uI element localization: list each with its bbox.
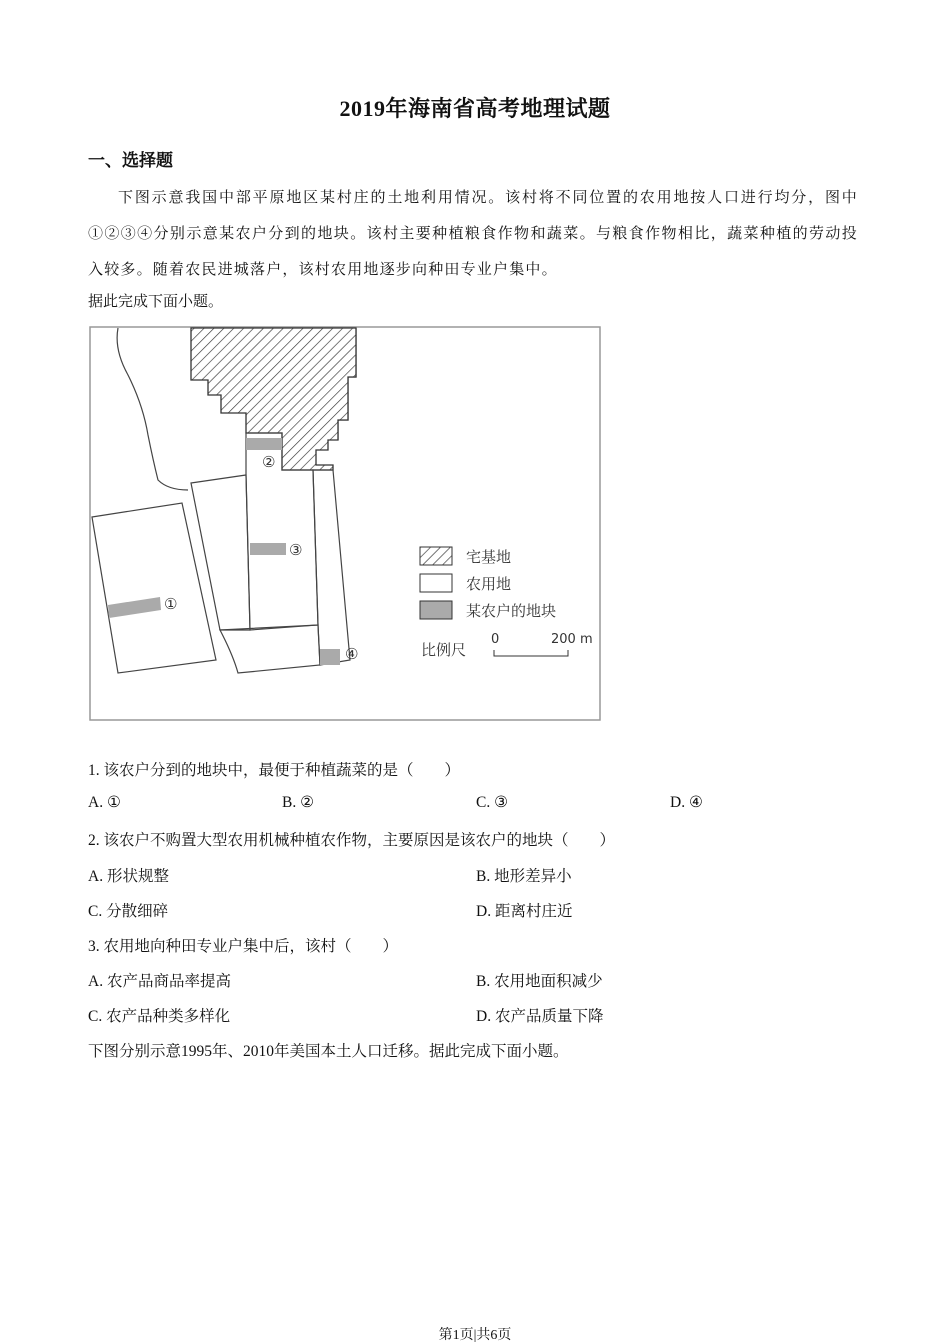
question-2-option-b[interactable]: B. 地形差异小 (476, 868, 572, 885)
land-use-map-svg (88, 325, 602, 722)
plot-label-3: ③ (289, 541, 303, 559)
plot-label-1: ① (164, 595, 178, 613)
intro-text: 下图示意我国中部平原地区某村庄的土地利用情况。该村将不同位置的农用地按人口进行均分，图中①②③④分别示意某农户分到的地块。该村主要种植粮食作物和蔬菜。与粮食作物相比，蔬菜种植的劳动投入较多。随着农民进城落户，该村农用地逐步向种田专业户集中。 (88, 190, 858, 278)
scale-label: 比例尺 (421, 641, 467, 659)
question-1-option-a[interactable]: A. ① (88, 794, 121, 811)
legend-plot-swatch (420, 601, 452, 619)
question-3-option-d[interactable]: D. 农产品质量下降 (476, 1008, 604, 1025)
legend-farmland-label: 农用地 (466, 575, 512, 593)
question-2-stem: 2. 该农户不购置大型农用机械种植农作物，主要原因是该农户的地块（ ） (88, 832, 616, 849)
household-plot-3 (250, 543, 286, 555)
instruction-text: 据此完成下面小题。 (88, 294, 224, 310)
question-3-option-c[interactable]: C. 农产品种类多样化 (88, 1008, 231, 1025)
legend-homestead-swatch (420, 547, 452, 565)
question-1-option-b[interactable]: B. ② (282, 794, 314, 811)
scale-zero: 0 (491, 632, 500, 647)
question-2-option-a[interactable]: A. 形状规整 (88, 868, 169, 885)
plot-label-4: ④ (345, 645, 359, 663)
scale-value: 200 m (551, 632, 593, 647)
question-2-option-d[interactable]: D. 距离村庄近 (476, 903, 573, 920)
plot-label-2: ② (262, 453, 276, 471)
legend-plot-label: 某农户的地块 (466, 602, 557, 620)
page-footer: 第1页|共6页 (438, 1328, 512, 1343)
household-plot-4 (320, 649, 340, 665)
legend-farmland-swatch (420, 574, 452, 592)
question-3-stem: 3. 农用地向种田专业户集中后，该村（ ） (88, 938, 399, 955)
household-plot-2 (246, 438, 282, 450)
intro-paragraph (88, 180, 858, 288)
land-use-map (88, 325, 602, 722)
question-2-option-c[interactable]: C. 分散细碎 (88, 903, 169, 920)
question-1-stem: 1. 该农户分到的地块中，最便于种植蔬菜的是（ ） (88, 762, 461, 779)
page-title: 2019年海南省高考地理试题 (339, 96, 611, 121)
legend-homestead-label: 宅基地 (466, 548, 512, 566)
question-3-option-b[interactable]: B. 农用地面积减少 (476, 973, 603, 990)
question-1-option-d[interactable]: D. ④ (670, 794, 703, 811)
question-1-option-c[interactable]: C. ③ (476, 794, 508, 811)
section-heading: 一、选择题 (88, 151, 173, 170)
question-3-option-a[interactable]: A. 农产品商品率提高 (88, 973, 231, 990)
next-instruction: 下图分别示意1995年、2010年美国本土人口迁移。据此完成下面小题。 (88, 1043, 569, 1060)
